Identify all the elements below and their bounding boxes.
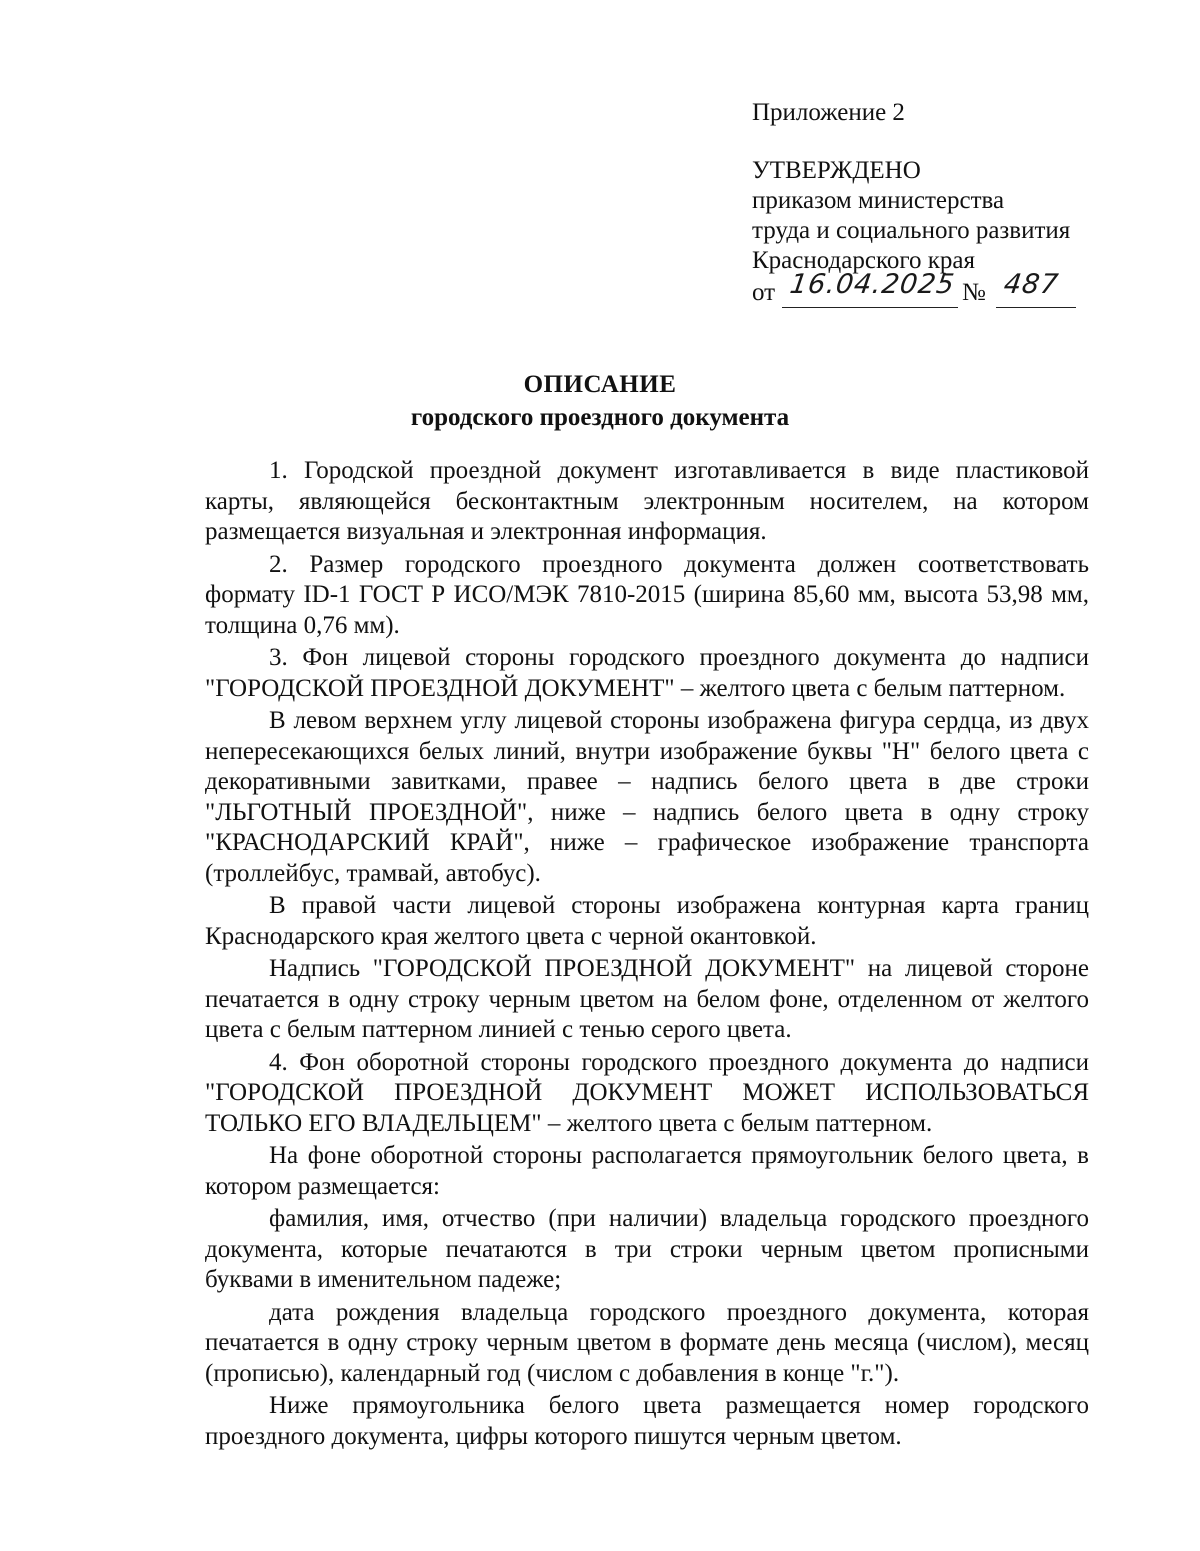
document-body — [205, 456, 1089, 1454]
date-prefix: от — [752, 279, 776, 306]
order-date-number-line — [752, 269, 1092, 310]
paragraph: В правой части лицевой стороны изображена контурная карта границ Краснодарского края желтого цвета с черной окантовкой. — [205, 892, 1089, 950]
document-title — [0, 368, 1200, 434]
paragraph: 2. Размер городского проездного документа должен соответствовать формату ID-1 ГОСТ Р ИСО/МЭК 7810-2015 (ширина 85,60 мм, высота 53,98 мм, толщина 0,76 мм). — [205, 550, 1089, 639]
number-underline — [996, 307, 1076, 308]
subtitle-line: городского проездного документа — [410, 404, 790, 431]
approved-label: УТВЕРЖДЕНО — [752, 157, 921, 184]
paragraph: фамилия, имя, отчество (при наличии) владельца городского проездного документа, которые печатаются в три строки черным цветом прописными буквами в именительном падеже; — [205, 1205, 1089, 1293]
date-underline — [782, 307, 958, 308]
title-line: ОПИСАНИЕ — [523, 371, 677, 398]
paragraph: Надпись "ГОРОДСКОЙ ПРОЕЗДНОЙ ДОКУМЕНТ" на лицевой стороне печатается в одну строку черным цветом на белом фоне, отделенном от желтого цвета с белым паттерном линией с тенью серого цвета. — [205, 955, 1089, 1043]
paragraph: дата рождения владельца городского проездного документа, которая печатается в одну строку черным цветом в формате день месяца (числом), месяц (прописью), календарный год (числом с добавления в конце "г."). — [205, 1298, 1089, 1387]
approved-by-line: труда и социального развития — [752, 217, 1071, 244]
paragraph: 3. Фон лицевой стороны городского проездного документа до надписи "ГОРОДСКОЙ ПРОЕЗДНОЙ ДОКУМЕНТ" – желтого цвета с белым паттерном. — [205, 644, 1089, 702]
approved-by-line: Краснодарского края — [752, 247, 975, 274]
paragraph: На фоне оборотной стороны располагается прямоугольник белого цвета, в котором размещается: — [205, 1142, 1089, 1200]
paragraph: 1. Городской проездной документ изготавливается в виде пластиковой карты, являющейся бесконтактным электронным носителем, на котором размещается визуальная и электронная информация. — [205, 457, 1089, 545]
handwritten-date: 16.04.2025 — [787, 269, 957, 300]
paragraph: 4. Фон оборотной стороны городского проездного документа до надписи "ГОРОДСКОЙ ПРОЕЗДНОЙ ДОКУМЕНТ МОЖЕТ ИСПОЛЬЗОВАТЬСЯ ТОЛЬКО ЕГО ВЛАДЕЛЬЦЕМ" – желтого цвета с белым паттерном. — [205, 1048, 1089, 1137]
paragraph: В левом верхнем углу лицевой стороны изображена фигура сердца, из двух непересекающихся белых линий, внутри изображение буквы "Н" белого цвета с декоративными завитками, правее – надпись белого цвета в две строки "ЛЬГОТНЫЙ ПРОЕЗДНОЙ", ниже – надпись белого цвета в одну строку "КРАСНОДАРСКИЙ КРАЙ", ниже – графическое изображение транспорта (троллейбус, трамвай, автобус). — [205, 707, 1089, 887]
approval-block — [752, 98, 1092, 310]
paragraph: Ниже прямоугольника белого цвета размещается номер городского проездного документа, цифры которого пишутся черным цветом. — [205, 1392, 1089, 1450]
number-prefix: № — [962, 279, 986, 306]
appendix-label: Приложение 2 — [752, 99, 905, 126]
handwritten-number: 487 — [1001, 269, 1061, 300]
approved-by-line: приказом министерства — [752, 187, 1005, 214]
